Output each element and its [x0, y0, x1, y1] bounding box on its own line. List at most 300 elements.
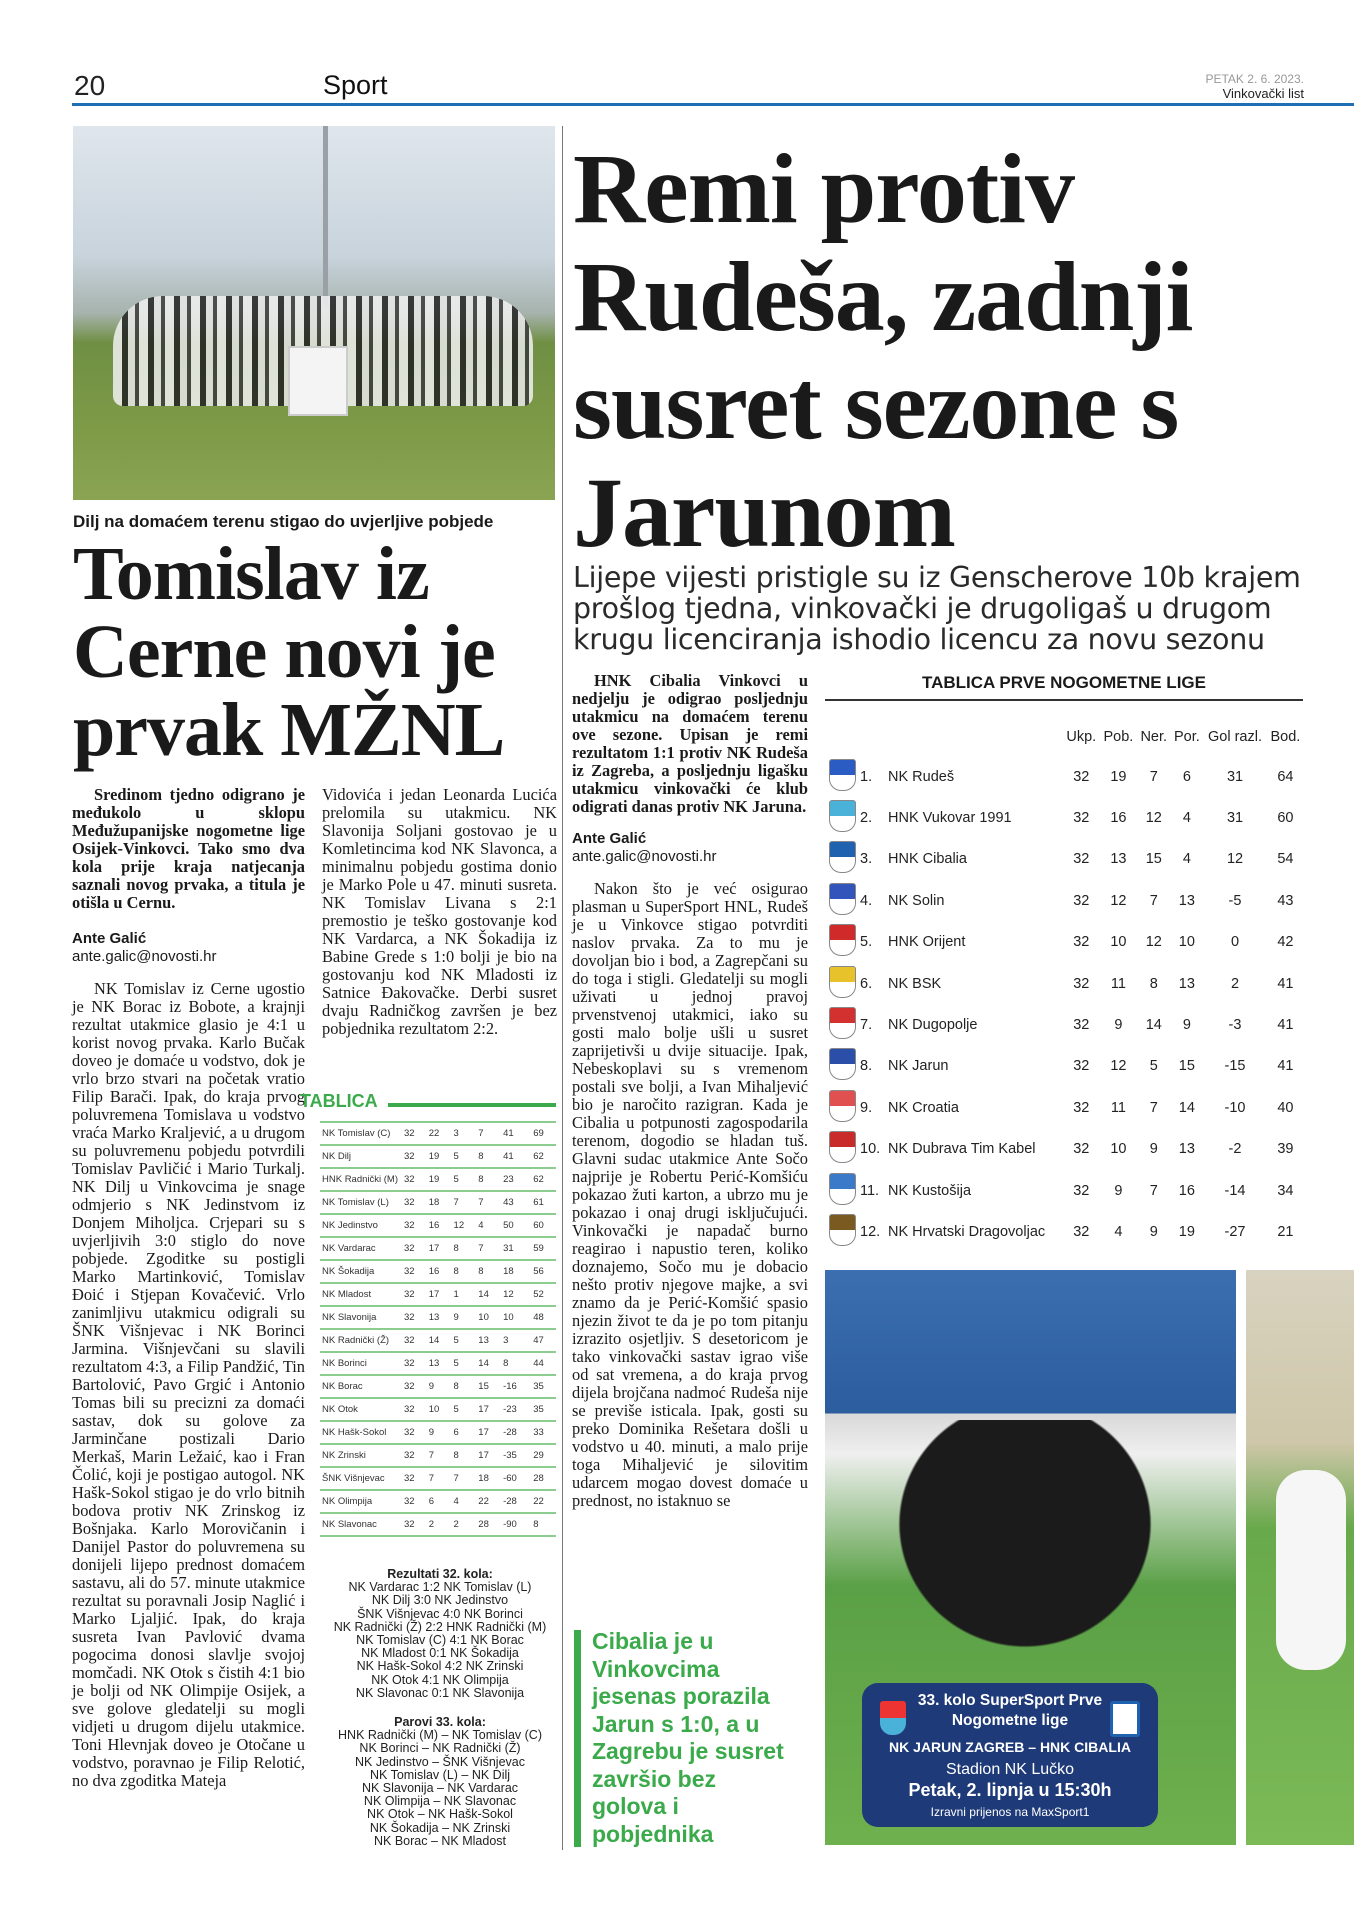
stat-cell: 33 [531, 1421, 556, 1444]
stat-cell: 3 [501, 1329, 531, 1352]
crest-cell [826, 922, 858, 963]
team-name: NK Croatia [888, 1099, 959, 1116]
match-info-box [862, 1683, 1158, 1827]
club-crest-icon [829, 759, 856, 791]
league-table-title: TABLICA PRVE NOGOMETNE LIGE [922, 673, 1206, 692]
column-header: Gol razl. [1208, 729, 1262, 745]
stat-cell: 40 [1277, 1099, 1294, 1116]
stat-cell: -2 [1228, 1141, 1242, 1158]
publication-name: Vinkovački list [1222, 86, 1304, 101]
crest-cell [826, 1087, 858, 1128]
stat-cell: 22 [427, 1122, 452, 1145]
stat-cell: 12 [1145, 810, 1162, 827]
table-row [826, 1087, 1304, 1128]
result-item: NK Hašk-Sokol 4:2 NK Zrinski [356, 1659, 524, 1674]
stat-cell: 17 [476, 1398, 501, 1421]
stat-cell: 32 [402, 1191, 427, 1214]
info-venue: Stadion NK Lučko [945, 1761, 1075, 1778]
stat-cell: 32 [1073, 1099, 1090, 1116]
stat-cell: 32 [402, 1168, 427, 1191]
position: 1. [860, 768, 873, 785]
stat-cell: 13 [427, 1306, 452, 1329]
stat-cell: 9 [427, 1421, 452, 1444]
result-item: NK Dilj 3:0 NK Jedinstvo [371, 1593, 509, 1608]
crest-cell [826, 880, 858, 921]
stat-cell: 9 [1114, 1182, 1123, 1199]
table-row [826, 880, 1304, 921]
column-header: Pob. [1103, 729, 1134, 745]
stat-cell: 32 [402, 1145, 427, 1168]
section-title: Sport [323, 70, 388, 100]
club-crest-icon [829, 924, 856, 956]
stat-cell: 56 [531, 1260, 556, 1283]
fixture-item: NK Otok – NK Hašk-Sokol [367, 1807, 513, 1822]
stat-cell: 22 [531, 1490, 556, 1513]
fixture-item: NK Olimpija – NK Slavonac [363, 1794, 517, 1809]
stat-cell: 32 [402, 1237, 427, 1260]
team-name: NK Slavonac [320, 1513, 402, 1536]
stat-cell: 7 [476, 1122, 501, 1145]
team-name: HNK Cibalia [888, 851, 967, 868]
stat-cell: 17 [427, 1283, 452, 1306]
crest-cell [826, 756, 858, 797]
stat-cell: 18 [427, 1191, 452, 1214]
stat-cell: 48 [531, 1306, 556, 1329]
stat-cell: 52 [531, 1283, 556, 1306]
stat-cell: 23 [501, 1168, 531, 1191]
stat-cell: 32 [402, 1260, 427, 1283]
stat-cell: 32 [402, 1352, 427, 1375]
stat-cell: 6 [1182, 768, 1191, 785]
table-row [320, 1444, 556, 1467]
stat-cell: -10 [1224, 1099, 1246, 1116]
pairs-title: Parovi 33. kola: [394, 1715, 486, 1729]
fixture-item: NK Borinci – NK Radnički (Ž) [359, 1741, 521, 1756]
stat-cell: 8 [452, 1375, 477, 1398]
team-name: NK Zrinski [320, 1444, 402, 1467]
stat-cell: 32 [402, 1214, 427, 1237]
stat-cell: 32 [402, 1490, 427, 1513]
stat-cell: 32 [402, 1122, 427, 1145]
stat-cell: 7 [1149, 1099, 1158, 1116]
team-name: NK Šokadija [320, 1260, 402, 1283]
stat-cell: 34 [1277, 1182, 1294, 1199]
table-row [320, 1352, 556, 1375]
stat-cell: 19 [427, 1168, 452, 1191]
stat-cell: 59 [531, 1237, 556, 1260]
players-huddle [865, 1420, 1185, 1680]
player-figure [1276, 1470, 1346, 1670]
stat-cell: -3 [1228, 1017, 1242, 1034]
article1-body-2: Vidovića i jedan Leonarda Lucića prelomila su utakmicu. NK Slavonija Soljani gostovao je u Komletincima kod NK Slavonca, a minimalnu pobjedu gostima donio je Marko Pole u 47. minuti susreta. NK Tomislav Livana s 2:1 premostio je teško gostovanje kod NK Vardarca, a NK Šokadija iz Babine Grede s 1:0 bolji je bio na gostovanju kod NK Mladosti iz Satnice Đakovačke. Derbi susret dvaju Radničkog završen je bez pobjednika rezultatom 2:2. [322, 785, 557, 1038]
stat-cell: 8 [452, 1237, 477, 1260]
pullquote-bar [574, 1630, 581, 1847]
stat-cell: 8 [501, 1352, 531, 1375]
stat-cell: 12 [1110, 892, 1127, 909]
stat-cell: 19 [1178, 1223, 1195, 1240]
team-name: NK Hrvatski Dragovoljac [888, 1223, 1046, 1240]
stat-cell: 8 [452, 1444, 477, 1467]
table-row [320, 1421, 556, 1444]
table-row [320, 1375, 556, 1398]
table-row [320, 1191, 556, 1214]
stat-cell: 32 [1073, 768, 1090, 785]
stat-cell: 13 [427, 1352, 452, 1375]
position: 2. [860, 810, 873, 827]
stat-cell: 44 [531, 1352, 556, 1375]
issue-date: PETAK 2. 6. 2023. [1205, 72, 1304, 86]
stat-cell: 14 [476, 1283, 501, 1306]
stat-cell: 14 [1178, 1099, 1195, 1116]
stat-cell: -35 [501, 1444, 531, 1467]
team-celebration-photo [73, 126, 555, 500]
stat-cell: 4 [1182, 810, 1191, 827]
stat-cell: 32 [1073, 1141, 1090, 1158]
article1-email: ante.galic@novosti.hr [72, 948, 217, 965]
article2-subheadline: Lijepe vijesti pristigle su iz Genscherove 10b krajem prošlog tjedna, vinkovački je drugoligaš u drugom krugu licenciranja ishodio licencu za novu sezonu [573, 561, 1301, 656]
stat-cell: -90 [501, 1513, 531, 1536]
fixture-item: NK Borac – NK Mladost [374, 1833, 506, 1848]
team-name: NK Mladost [320, 1283, 402, 1306]
stat-cell: 11 [1110, 1099, 1126, 1116]
club-crest-icon [829, 1007, 856, 1039]
stat-cell: 10 [427, 1398, 452, 1421]
team-name: HNK Radnički (M) [320, 1168, 402, 1191]
team-name: NK Slavonija [320, 1306, 402, 1329]
crest-cell [826, 839, 858, 880]
club-crest-icon [829, 1214, 856, 1246]
stat-cell: 32 [402, 1283, 427, 1306]
crest-cell [826, 1129, 858, 1170]
stat-cell: 32 [402, 1306, 427, 1329]
pullquote: Cibalia je u Vinkovcima jesenas porazila Jarun s 1:0, a u Zagrebu je susret završio bez golova i pobjednika [592, 1628, 784, 1847]
table-row [320, 1467, 556, 1490]
stat-cell: 32 [1073, 934, 1090, 951]
info-time: Petak, 2. lipnja u 15:30h [908, 1780, 1112, 1800]
position: 10. [860, 1141, 881, 1158]
stat-cell: 7 [427, 1467, 452, 1490]
stat-cell: 16 [427, 1214, 452, 1237]
stat-cell: 17 [427, 1237, 452, 1260]
fixture-item: NK Jedinstvo – ŠNK Višnjevac [355, 1754, 525, 1769]
team-name: NK Hašk-Sokol [320, 1421, 402, 1444]
stat-cell: 22 [476, 1490, 501, 1513]
stat-cell: 35 [531, 1375, 556, 1398]
stat-cell: 32 [1073, 1182, 1090, 1199]
stat-cell: 10 [1110, 934, 1127, 951]
team-name: NK Otok [320, 1398, 402, 1421]
article1-lead: Sredinom tjedno odigrano je međukolo u sklopu Međužupanijske nogometne lige Osijek-Vinkovci. Tako smo dva kola prije kraja natjecanja saznali novog prvaka, a titula je otišla u Cernu. [72, 785, 305, 912]
stat-cell: 32 [1073, 892, 1090, 909]
position: 7. [860, 1017, 873, 1034]
club-crest-icon [829, 1048, 856, 1080]
table-row [826, 756, 1304, 797]
stat-cell: 32 [402, 1513, 427, 1536]
stat-cell: 4 [476, 1214, 501, 1237]
stat-cell: 10 [1178, 934, 1195, 951]
stat-cell: 7 [1149, 892, 1158, 909]
jarun-crest-icon [880, 1701, 906, 1735]
position: 11. [860, 1182, 880, 1199]
result-item: ŠNK Višnjevac 4:0 NK Borinci [357, 1606, 523, 1621]
stat-cell: 5 [452, 1398, 477, 1421]
table-row [826, 1170, 1304, 1211]
stat-cell: 6 [427, 1490, 452, 1513]
club-crest-icon [829, 1131, 856, 1163]
stat-cell: 41 [501, 1122, 531, 1145]
stat-cell: 9 [427, 1375, 452, 1398]
team-name: NK Kustošija [888, 1182, 972, 1199]
table-row [826, 1211, 1304, 1252]
results-title: Rezultati 32. kola: [387, 1567, 493, 1581]
mznl-table-title: TABLICA [300, 1091, 378, 1111]
stat-cell: 13 [1178, 975, 1195, 992]
stat-cell: -28 [501, 1490, 531, 1513]
photo-caption: Dilj na domaćem terenu stigao do uvjerljive pobjede [73, 512, 494, 531]
fixture-item: NK Slavonija – NK Vardarac [361, 1781, 519, 1796]
stat-cell: 60 [1277, 810, 1294, 827]
team-name: HNK Vukovar 1991 [888, 810, 1012, 827]
stat-cell: 41 [1277, 975, 1294, 992]
floodlight-pole [323, 126, 328, 306]
stat-cell: 61 [531, 1191, 556, 1214]
stat-cell: 35 [531, 1398, 556, 1421]
stat-cell: -27 [1224, 1223, 1246, 1240]
league-standings-table [826, 718, 1304, 1253]
stat-cell: 15 [1178, 1058, 1195, 1075]
table-row [320, 1168, 556, 1191]
team-name: NK Rudeš [888, 768, 955, 785]
crest-cell [826, 797, 858, 838]
table-row [320, 1329, 556, 1352]
stat-cell: 9 [1149, 1141, 1158, 1158]
club-crest-icon [829, 966, 856, 998]
stat-cell: 11 [1110, 975, 1126, 992]
stat-cell: 12 [1110, 1058, 1127, 1075]
stat-cell: 32 [402, 1444, 427, 1467]
team-name: NK BSK [888, 975, 942, 992]
info-broadcast: Izravni prijenos na MaxSport1 [930, 1805, 1090, 1819]
position: 5. [860, 934, 873, 951]
stat-cell: 9 [452, 1306, 477, 1329]
team-name: NK Solin [888, 892, 945, 909]
stat-cell: 32 [402, 1467, 427, 1490]
result-item: NK Vardarac 1:2 NK Tomislav (L) [348, 1580, 532, 1595]
stat-cell: 47 [531, 1329, 556, 1352]
stat-cell: 62 [531, 1168, 556, 1191]
team-name: NK Radnički (Ž) [320, 1329, 402, 1352]
player-action-photo [1246, 1270, 1354, 1845]
results-block [320, 1568, 560, 1700]
info-match: NK JARUN ZAGREB – HNK CIBALIA [889, 1739, 1131, 1755]
table-row [320, 1260, 556, 1283]
stat-cell: 41 [501, 1145, 531, 1168]
team-name: NK Borinci [320, 1352, 402, 1375]
stat-cell: 13 [1110, 851, 1127, 868]
stat-cell: 17 [476, 1421, 501, 1444]
stat-cell: 42 [1277, 934, 1294, 951]
stat-cell: 12 [501, 1283, 531, 1306]
stat-cell: -23 [501, 1398, 531, 1421]
position: 9. [860, 1099, 873, 1116]
stat-cell: 32 [402, 1375, 427, 1398]
team-name: NK Dilj [320, 1145, 402, 1168]
crest-cell [826, 1046, 858, 1087]
stat-cell: 8 [476, 1145, 501, 1168]
stat-cell: 62 [531, 1145, 556, 1168]
stat-cell: 31 [1226, 810, 1244, 827]
stat-cell: 5 [1149, 1058, 1158, 1075]
team-name: NK Dubrava Tim Kabel [888, 1141, 1036, 1158]
crest-cell [826, 1170, 858, 1211]
stat-cell: 7 [427, 1444, 452, 1467]
column-header: Bod. [1270, 729, 1301, 745]
club-crest-icon [829, 1173, 856, 1205]
stat-cell: 17 [476, 1444, 501, 1467]
result-item: NK Slavonac 0:1 NK Slavonija [355, 1685, 525, 1700]
stat-cell: 2 [427, 1513, 452, 1536]
article1-body-1: NK Tomislav iz Cerne ugostio je NK Borac iz Bobote, a krajnji rezultat utakmice glasio je 4:1 u korist novog prvaka. Karlo Bučak doveo je domaće u vodstvo, dok je vrlo brzo stvari na početak vratio Filip Barači. Ipak, do kraja prvog poluvremena Tomislava u vodstvo vraća Marko Kraljević, a u drugom su poluvremenu pobjedu potvrdili Tomislav Pavličić i Mario Turkalj. NK Dilj u Vinkovcima je snage odmjerio s NK Jedinstvom iz Donjem Miholjca. Crjepari su s uvjerljivih 3:0 stiglo do nove pobjede. Zgoditke su postigli Marko Martinković, Tomislav Đoić i Stjepan Kovačević. Vrlo zanimljivu utakmicu odigrali su ŠNK Višnjevac i NK Borinci Jarmina. Višnjevčani su slavili rezultatom 4:3, a Filip Pandžić, Tin Bartolović, Pavo Grgić i Antonio Tomas bili su precizni za domaći sastav, dok su golove za Jarminčane postizali Dario Merkaš, Marin Ležaić, kao i Fran Čolić, koji je postigao autogol. NK Hašk-Sokol stigao je do vrlo bitnih bodova protiv NK Zrinskog iz Bošnjaka. Karlo Morovičanin i Danijel Pastor do poluvremena su donijeli lijepo prednost domaćem sastavu, ali do 57. minute utakmice rezultat su poravnali Josip Naglić i Marko Ljaljić. Ipak, do kraja susreta Ivan Pavlović dvama pogocima donosi slavlje svojoj momčadi. NK Otok s čistih 4:1 bio je bolji od NK Olimpije Osijek, a sve golove gledatelji su mogli vidjeti u drugom dijelu utakmice. Toni Hlevnjak doveo je Otočane u vodstvo, poravnao je Filip Relotić, no dva zgoditka Mateja [72, 979, 305, 1790]
stat-cell: 29 [531, 1444, 556, 1467]
stat-cell: 19 [1110, 768, 1127, 785]
crest-cell [826, 1004, 858, 1045]
stat-cell: 14 [1145, 1017, 1162, 1034]
result-item: NK Radnički (Ž) 2:2 HNK Radnički (M) [333, 1619, 547, 1634]
stat-cell: 43 [1277, 892, 1294, 909]
position: 8. [860, 1058, 873, 1075]
stat-cell: 21 [1277, 1223, 1294, 1240]
stat-cell: 8 [531, 1513, 556, 1536]
header-rule [72, 103, 1354, 106]
table-row [320, 1306, 556, 1329]
stat-cell: 7 [1149, 1182, 1158, 1199]
stat-cell: 4 [1182, 851, 1191, 868]
stat-cell: -14 [1224, 1182, 1246, 1199]
team-name: NK Dugopolje [888, 1017, 978, 1034]
stat-cell: 41 [1277, 1017, 1294, 1034]
stat-cell: 32 [1073, 810, 1090, 827]
team-name: NK Olimpija [320, 1490, 402, 1513]
position: 4. [860, 892, 873, 909]
table-row [320, 1237, 556, 1260]
stat-cell: 19 [427, 1145, 452, 1168]
stat-cell: 1 [452, 1283, 477, 1306]
fixture-item: NK Tomislav (L) – NK Dilj [369, 1767, 511, 1782]
stat-cell: 4 [1114, 1223, 1123, 1240]
position: 6. [860, 975, 873, 992]
stat-cell: 5 [452, 1168, 477, 1191]
stat-cell: 8 [452, 1260, 477, 1283]
article1-column-2 [322, 786, 557, 1038]
stat-cell: 12 [452, 1214, 477, 1237]
stat-cell: 31 [501, 1237, 531, 1260]
stat-cell: 32 [1073, 1223, 1090, 1240]
result-item: NK Tomislav (C) 4:1 NK Borac [356, 1633, 524, 1648]
article2-column [572, 672, 808, 1510]
stat-cell: -28 [501, 1421, 531, 1444]
stat-cell: 15 [476, 1375, 501, 1398]
stat-cell: -15 [1224, 1058, 1246, 1075]
league-table-rule [825, 699, 1303, 701]
stat-cell: 7 [452, 1467, 477, 1490]
table-row [826, 963, 1304, 1004]
stat-cell: 41 [1277, 1058, 1294, 1075]
mznl-table-rule [388, 1103, 556, 1107]
club-crest-icon [829, 841, 856, 873]
stat-cell: -16 [501, 1375, 531, 1398]
stat-cell: 13 [476, 1329, 501, 1352]
stat-cell: 28 [476, 1513, 501, 1536]
column-header: Ukp. [1066, 729, 1097, 745]
article2-body: Nakon što je već osigurao plasman u SuperSport HNL, Rudeš je u Vinkovce stigao potvrditi naslov prvaka. Za to mu je dovoljan bio i bod, a Zagrepčani su do toga i stigli. Gledatelji su mogli uživati u jednoj pravoj prvenstvenoj utakmici, iako su gosti malo bolje ušli u susret zaprijetivši u dvije situacije. Ipak, Nebeskoplavi su s vremenom postali sve bolji, a Ivan Mihaljević bio je naročito razigran. Kada je Cibalia u potpunosti zagospodarila terenom, dogodio se hladan tuš. Glavni sudac utakmice Ante Sočo najprije je Robertu Perić-Komšiću pokazao žuti karton, a ubrzo mu je pokazao i onaj drugi isključujući. Vinkovački je napadač burno reagirao i napustio teren, koliko doznajemo, Sočo mu je dobacio nešto protiv njegove majke, a svi znamo da je Perić-Komšić spasio njezin život te da je po tom pitanju izrazito osjetljiv. S desetoricom je tako vinkovački sastav igrao više od sat vremena, a do kraja prvog dijela brojčana nadmoć Rudeša nije se previše isticala. Ipak, gosti su preko Dominika Rešetara došli u vodstvo u 40. minuti, a malo prije toga Mihaljević je silovitim udarcem mogao dovest domaće u prednost, no istaknuo se [572, 879, 808, 1510]
stat-cell: 10 [476, 1306, 501, 1329]
club-crest-icon [829, 800, 856, 832]
team-name: NK Tomislav (L) [320, 1191, 402, 1214]
stat-cell: 7 [476, 1237, 501, 1260]
team-name: NK Vardarac [320, 1237, 402, 1260]
team-name: NK Jarun [888, 1058, 949, 1075]
fixture-item: NK Šokadija – NK Zrinski [369, 1820, 511, 1835]
position: 3. [860, 851, 873, 868]
stat-cell: 39 [1277, 1141, 1294, 1158]
table-row [826, 1046, 1304, 1087]
stat-cell: 12 [1226, 851, 1244, 868]
stat-cell: 10 [501, 1306, 531, 1329]
stat-cell: 32 [402, 1398, 427, 1421]
position: 12. [860, 1223, 881, 1240]
stat-cell: 8 [476, 1260, 501, 1283]
stat-cell: 14 [427, 1329, 452, 1352]
fixture-item: HNK Radnički (M) – NK Tomislav (C) [338, 1728, 542, 1743]
stat-cell: 18 [476, 1467, 501, 1490]
stat-cell: 60 [531, 1214, 556, 1237]
column-header: Por. [1173, 729, 1200, 745]
team-name: NK Jedinstvo [320, 1214, 402, 1237]
table-row [320, 1398, 556, 1421]
stat-cell: 32 [1073, 975, 1090, 992]
table-row [826, 1004, 1304, 1045]
stat-cell: 7 [1149, 768, 1158, 785]
stat-cell: 15 [1145, 851, 1162, 868]
stat-cell: 3 [452, 1122, 477, 1145]
stat-cell: 5 [452, 1329, 477, 1352]
team-name: NK Borac [320, 1375, 402, 1398]
result-item: NK Mladost 0:1 NK Šokadija [361, 1646, 519, 1661]
pairs-block [320, 1716, 560, 1848]
article2-lead: HNK Cibalia Vinkovci u nedjelju je odigrao posljednju utakmicu na domaćem terenu ove sezone. Upisan je remi rezultatom 1:1 protiv NK Rudeša iz Zagreba, a posljednju ligašku utakmicu vinkovački će klub odigrati danas protiv NK Jaruna. [572, 671, 808, 816]
stat-cell: 54 [1277, 851, 1294, 868]
article2-author: Ante Galić [572, 830, 647, 847]
column-divider [562, 126, 563, 1850]
result-item: NK Otok 4:1 NK Olimpija [371, 1672, 509, 1687]
team-name: ŠNK Višnjevac [320, 1467, 402, 1490]
table-row [826, 839, 1304, 880]
stat-cell: 16 [1110, 810, 1127, 827]
crest-cell [826, 963, 858, 1004]
article2-email: ante.galic@novosti.hr [572, 848, 717, 865]
stat-cell: 14 [476, 1352, 501, 1375]
page-number: 20 [74, 70, 106, 101]
stat-cell: 4 [452, 1490, 477, 1513]
stat-cell: 5 [452, 1352, 477, 1375]
table-row [826, 922, 1304, 963]
stat-cell: 7 [452, 1191, 477, 1214]
article1-headline: Tomislav iz Cerne novi je prvak MŽNL [73, 532, 505, 772]
stat-cell: 32 [402, 1421, 427, 1444]
stat-cell: 32 [1073, 1017, 1090, 1034]
stat-cell: 13 [1178, 1141, 1195, 1158]
stat-cell: 0 [1230, 934, 1240, 951]
